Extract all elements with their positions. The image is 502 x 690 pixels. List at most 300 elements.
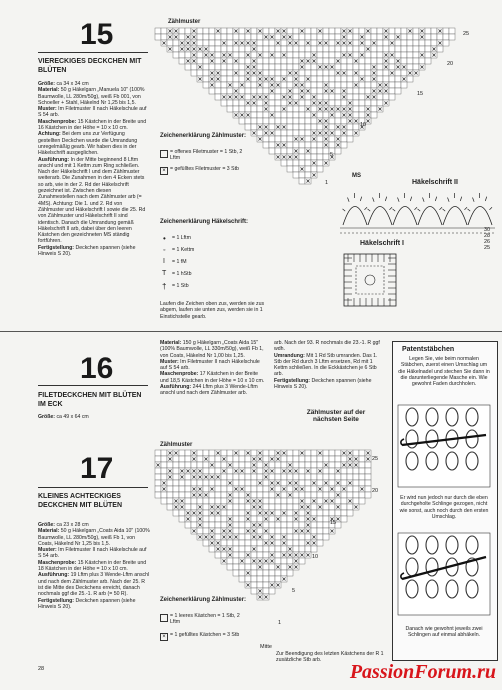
paragraph-heading: Material:: [38, 87, 60, 94]
grid-cell: [179, 28, 185, 34]
grid-cell: [281, 112, 287, 118]
grid-cell: [221, 510, 227, 516]
grid-cell: [257, 582, 263, 588]
grid-cell: [323, 486, 329, 492]
grid-cell: [275, 34, 281, 40]
grid-cell: [305, 34, 311, 40]
filled-square-icon: ×: [160, 167, 168, 175]
grid-cell: [311, 64, 317, 70]
paragraph-body: arb. Nach der 93. R nochmals die 23.-1. R ggf wdh.: [274, 340, 380, 353]
paragraph-heading: Maschenprobe:: [38, 118, 77, 125]
grid-cell: [233, 462, 239, 468]
grid-cell: [257, 112, 263, 118]
grid-cell: [293, 462, 299, 468]
chart-title-15: Zählmuster: [168, 19, 201, 25]
paragraph-heading: Größe:: [38, 522, 56, 528]
grid-cell: [191, 498, 197, 504]
grid-cell: [323, 58, 329, 64]
grid-cell: [437, 46, 443, 52]
grid-cell: [233, 522, 239, 528]
grid-cell: [227, 34, 233, 40]
grid-cell: [311, 510, 317, 516]
grid-cell: [347, 130, 353, 136]
grid-cell: [293, 142, 299, 148]
grid-cell: [269, 570, 275, 576]
grid-cell: [197, 58, 203, 64]
grid-cell: [353, 492, 359, 498]
grid-cell: [233, 498, 239, 504]
grid-cell: [239, 52, 245, 58]
grid-cell: [185, 462, 191, 468]
grid-cell: [359, 58, 365, 64]
grid-cell: [329, 480, 335, 486]
grid-cell: [197, 70, 203, 76]
grid-cell: [245, 34, 251, 40]
grid-cell: [269, 474, 275, 480]
grid-cell: [323, 52, 329, 58]
grid-cell: [287, 64, 293, 70]
grid-cell: [305, 456, 311, 462]
grid-cell: [329, 94, 335, 100]
grid-cell: [203, 540, 209, 546]
grid-cell: [209, 516, 215, 522]
grid-cell: [173, 468, 179, 474]
grid-cell: [317, 52, 323, 58]
paragraph: [38, 528, 150, 547]
grid-cell: [239, 534, 245, 540]
grid-cell: [293, 46, 299, 52]
grid-cell: [353, 64, 359, 70]
grid-cell: [347, 136, 353, 142]
grid-cell: [233, 510, 239, 516]
grid-cell: [233, 456, 239, 462]
grid-cell: [191, 504, 197, 510]
paragraph-heading: Größe:: [38, 81, 56, 87]
grid-cell: [209, 34, 215, 40]
grid-cell: [293, 534, 299, 540]
row-label: 5: [330, 152, 334, 158]
grid-cell: [161, 474, 167, 480]
paragraph-body: 17 Kästchen in der Breite und 18,5 Kästchen in der Höhe = 10 x 10 cm.: [160, 371, 265, 384]
grid-cell: [287, 510, 293, 516]
grid-cell: [161, 450, 167, 456]
pattern-title-16: FILETDECKCHEN MIT BLÜTEN IM ECK: [38, 392, 142, 408]
grid-cell: [323, 154, 329, 160]
grid-cell: [251, 486, 257, 492]
grid-cell: [317, 94, 323, 100]
grid-cell: [317, 540, 323, 546]
grid-cell: [317, 46, 323, 52]
grid-cell: [323, 112, 329, 118]
grid-cell: [311, 124, 317, 130]
grid-cell: [263, 40, 269, 46]
stitch-mark: [347, 198, 349, 202]
grid-cell: [269, 498, 275, 504]
paragraph: [38, 119, 148, 132]
grid-cell: [275, 52, 281, 58]
grid-cell: [287, 82, 293, 88]
grid-cell: [299, 522, 305, 528]
grid-cell: [251, 576, 257, 582]
scallop-arc: [343, 207, 367, 226]
grid-cell: [299, 492, 305, 498]
row-label: 1: [325, 180, 329, 186]
motif-inner: [356, 266, 384, 294]
grid-cell: [245, 94, 251, 100]
grid-cell: [353, 94, 359, 100]
paragraph-heading: Umrandung:: [274, 352, 305, 359]
crochet-illustration-2: [398, 533, 490, 615]
grid-cell: [299, 130, 305, 136]
grid-cell: [233, 100, 239, 106]
grid-cell: [287, 456, 293, 462]
stitch-mark: [410, 197, 411, 201]
grid-cell: [263, 112, 269, 118]
stitch-mark: [443, 209, 446, 211]
grid-cell: [383, 76, 389, 82]
grid-cell: [329, 124, 335, 130]
grid-cell: [281, 58, 287, 64]
grid-cell: [311, 118, 317, 124]
grid-cell: [239, 474, 245, 480]
paragraph-heading: Maschenprobe:: [160, 371, 199, 378]
paragraph-body: 244 Lftm plus 3 Wende-Lftm anschl und nach dem Zählmuster arb.: [160, 384, 258, 397]
stitch-mark: [464, 207, 467, 210]
grid-cell: [215, 522, 221, 528]
half-double-icon: T: [162, 270, 167, 277]
grid-cell: [221, 88, 227, 94]
grid-cell: [191, 462, 197, 468]
grid-cell: [317, 166, 323, 172]
grid-cell: [341, 516, 347, 522]
grid-cell: [203, 58, 209, 64]
grid-cell: [287, 534, 293, 540]
grid-cell: [221, 522, 227, 528]
grid-cell: [239, 480, 245, 486]
paragraph-heading: Maschenprobe:: [38, 559, 77, 566]
grid-cell: [341, 76, 347, 82]
grid-cell: [257, 570, 263, 576]
grid-cell: [287, 516, 293, 522]
grid-cell: [353, 40, 359, 46]
grid-cell: [221, 492, 227, 498]
paragraph-heading: Muster:: [38, 106, 57, 113]
grid-cell: [173, 46, 179, 52]
grid-cell: [341, 46, 347, 52]
grid-cell: [227, 64, 233, 70]
grid-cell: [203, 40, 209, 46]
grid-cell: [233, 558, 239, 564]
grid-cell: [281, 558, 287, 564]
grid-cell: [323, 468, 329, 474]
grid-cell: [221, 46, 227, 52]
grid-cell: [251, 510, 257, 516]
grid-cell: [227, 540, 233, 546]
paragraph-heading: Material:: [38, 528, 60, 535]
grid-cell: [359, 492, 365, 498]
row-label: 5: [292, 588, 296, 594]
grid-cell: [401, 28, 407, 34]
grid-cell: [263, 576, 269, 582]
paragraph-heading: Ausführung:: [38, 572, 70, 579]
stitch-mark: [393, 209, 396, 211]
grid-cell: [353, 100, 359, 106]
paragraph-heading: Achtung:: [38, 131, 61, 138]
grid-cell: [155, 28, 161, 34]
grid-cell: [323, 522, 329, 528]
paragraph: [274, 378, 382, 391]
grid-cell: [329, 82, 335, 88]
grid-cell: [275, 576, 281, 582]
grid-cell: [257, 34, 263, 40]
grid-cell: [197, 456, 203, 462]
key-title-17: Zeichenerklärung Zählmuster:: [160, 597, 247, 603]
grid-cell: [215, 34, 221, 40]
grid-cell: [251, 28, 257, 34]
grid-cell: [299, 142, 305, 148]
grid-cell: [185, 498, 191, 504]
grid-cell: [257, 46, 263, 52]
grid-cell: [251, 106, 257, 112]
grid-cell: [371, 82, 377, 88]
grid-cell: [239, 540, 245, 546]
grid-cell: [299, 516, 305, 522]
row-label: 15: [330, 520, 337, 526]
grid-cell: [197, 528, 203, 534]
grid-cell: [257, 462, 263, 468]
grid-cell: [275, 504, 281, 510]
grid-cell: [365, 468, 371, 474]
grid-cell: [287, 474, 293, 480]
grid-cell: [347, 70, 353, 76]
grid-cell: [335, 450, 341, 456]
grid-cell: [257, 552, 263, 558]
grid-cell: [305, 474, 311, 480]
paragraph-heading: Fertigstellung:: [38, 597, 75, 604]
grid-cell: [275, 534, 281, 540]
grid-cell: [197, 28, 203, 34]
grid-cell: [353, 106, 359, 112]
grid-cell: [221, 28, 227, 34]
grid-cell: [293, 160, 299, 166]
grid-cell: [293, 456, 299, 462]
grid-cell: [269, 492, 275, 498]
grid-cell: [371, 58, 377, 64]
grid-cell: [317, 480, 323, 486]
grid-cell: [227, 504, 233, 510]
paragraph-body: 15 Kästchen in der Breite und 16 Kästchen in der Höhe = 10 x 10 cm.: [38, 118, 147, 132]
grid-cell: [413, 58, 419, 64]
paragraph: [38, 572, 150, 597]
grid-cell: [287, 130, 293, 136]
grid-cell: [293, 118, 299, 124]
grid-cell: [323, 148, 329, 154]
stitch-mark: [468, 209, 471, 211]
paragraph: [274, 353, 382, 378]
paragraph-body: Im Filetmuster II nach Häkelschule auf S 54 arb.: [160, 358, 260, 372]
grid-cell: [281, 130, 287, 136]
grid-cell: [257, 88, 263, 94]
grid-cell: [365, 34, 371, 40]
grid-cell: [173, 492, 179, 498]
paragraph-body: In der Mitte beginnend 8 Lftm anschl und mit 1 Kettm zum Ring schließen. Nach der Häkelschrift I und dem Zählmuster weiterarb. Die Zunahmen in den 4 Ecken stets so arb, wie in der 2. Rd der Häkelschrift gezeichnet ist. Zwischen diesen Zunahmestellen nach dem Zählmuster arb (= 4MS). Achtung: Die 1. und 2. Rd von Zählmuster und Häkelschrift I sowie die 25. Rd von Zählmuster und Häkelschrift II sind identisch. Danach die Umrandung gemäß Häkelschrift II arb, dabei über den leeren Kästchen den gezeichneten MS ständig fortführen.: [38, 156, 146, 245]
grid-cell: [341, 136, 347, 142]
grid-cell: [227, 450, 233, 456]
slip-stitch-icon: ◦: [163, 247, 166, 254]
grid-cell: [239, 76, 245, 82]
grid-cell: [317, 522, 323, 528]
grid-cell: [347, 82, 353, 88]
grid-cell: [359, 450, 365, 456]
grid-cell: [299, 46, 305, 52]
grid-cell: [377, 76, 383, 82]
grid-cell: [347, 76, 353, 82]
grid-cell: [227, 558, 233, 564]
grid-cell: [179, 480, 185, 486]
grid-cell: [365, 88, 371, 94]
grid-cell: [287, 76, 293, 82]
grid-cell: [269, 148, 275, 154]
stitch-mark: [439, 207, 442, 210]
grid-cell: [311, 546, 317, 552]
paragraph: [38, 87, 148, 106]
grid-cell: [227, 486, 233, 492]
grid-cell: [221, 76, 227, 82]
divider: [38, 52, 148, 53]
grid-cell: [275, 540, 281, 546]
grid-cell: [245, 558, 251, 564]
grid-cell: [245, 58, 251, 64]
grid-cell: [353, 468, 359, 474]
grid-cell: [335, 456, 341, 462]
grid-cell: [263, 498, 269, 504]
grid-cell: [293, 88, 299, 94]
grid-cell: [263, 546, 269, 552]
paragraph-body: Deckchen spannen (siehe Hinweis S 20).: [274, 377, 372, 391]
grid-cell: [299, 76, 305, 82]
grid-cell: [221, 64, 227, 70]
grid-cell: [299, 40, 305, 46]
grid-cell: [323, 94, 329, 100]
grid-cell: [173, 510, 179, 516]
grid-cell: [269, 546, 275, 552]
grid-cell: [263, 582, 269, 588]
hs-key: = 1 hStb: [172, 271, 192, 277]
grid-cell: [221, 70, 227, 76]
grid-cell: [245, 564, 251, 570]
paragraph-body: ca 23 x 28 cm: [55, 522, 89, 528]
grid-cell: [353, 480, 359, 486]
grid-cell: [359, 82, 365, 88]
grid-cell: [419, 40, 425, 46]
grid-cell: [419, 46, 425, 52]
grid-cell: [311, 28, 317, 34]
grid-cell: [257, 576, 263, 582]
grid-cell: [239, 106, 245, 112]
grid-cell: [179, 52, 185, 58]
grid-cell: [281, 136, 287, 142]
stitch-mark: [389, 207, 392, 210]
row-label: 15: [417, 91, 424, 97]
grid-cell: [353, 52, 359, 58]
paragraph: [38, 245, 148, 258]
grid-cell: [263, 28, 269, 34]
grid-cell: [329, 142, 335, 148]
grid-cell: [251, 492, 257, 498]
grid-cell: [347, 504, 353, 510]
grid-cell: [245, 486, 251, 492]
grid-cell: [335, 28, 341, 34]
grid-cell: [275, 552, 281, 558]
grid-cell: [413, 34, 419, 40]
grid-cell: [437, 34, 443, 40]
grid-cell: [401, 58, 407, 64]
grid-cell: [305, 130, 311, 136]
grid-cell: [179, 510, 185, 516]
row-label: 20: [447, 61, 454, 67]
grid-cell: [305, 46, 311, 52]
grid-cell: [245, 462, 251, 468]
grid-cell: [155, 468, 161, 474]
grid-cell: [173, 52, 179, 58]
grid-cell: [239, 450, 245, 456]
grid-cell: [269, 58, 275, 64]
filled-square-icon: ×: [160, 633, 168, 641]
grid-cell: [179, 516, 185, 522]
grid-cell: [311, 450, 317, 456]
grid-cell: [263, 480, 269, 486]
grid-cell: [173, 474, 179, 480]
grid-cell: [317, 82, 323, 88]
grid-cell: [377, 94, 383, 100]
grid-cell: [281, 456, 287, 462]
grid-cell: [245, 546, 251, 552]
grid-cell: [347, 124, 353, 130]
grid-cell: [245, 46, 251, 52]
grid-cell: [377, 70, 383, 76]
hs-key: = 1 Lftm: [172, 235, 191, 241]
stitch-mark: [489, 207, 492, 210]
grid-cell: [251, 82, 257, 88]
paragraph: [38, 598, 150, 611]
grid-cell: [275, 486, 281, 492]
grid-cell: [299, 540, 305, 546]
grid-cell: [293, 546, 299, 552]
grid-cell: [275, 64, 281, 70]
grid-cell: [239, 46, 245, 52]
grid-cell: [347, 64, 353, 70]
grid-cell: [365, 82, 371, 88]
grid-cell: [335, 112, 341, 118]
grid-cell: [293, 106, 299, 112]
grid-cell: [281, 516, 287, 522]
grid-cell: [299, 124, 305, 130]
grid-cell: [287, 106, 293, 112]
grid-cell: [179, 492, 185, 498]
grid-cell: [359, 112, 365, 118]
grid-cell: [299, 456, 305, 462]
grid-cell: [335, 148, 341, 154]
grid-cell: [239, 528, 245, 534]
hs-key-title: Zeichenerklärung Häkelschrift:: [160, 219, 249, 225]
pattern-number-17: 17: [80, 452, 114, 485]
grid-cell: [419, 58, 425, 64]
grid-cell: [305, 52, 311, 58]
patent-text-3: Danach wie gewohnt jeweils zwei Schlingen auf einmal abhäkeln.: [405, 626, 483, 639]
grid-cell: [305, 94, 311, 100]
grid-cell: [341, 64, 347, 70]
grid-cell: [323, 528, 329, 534]
